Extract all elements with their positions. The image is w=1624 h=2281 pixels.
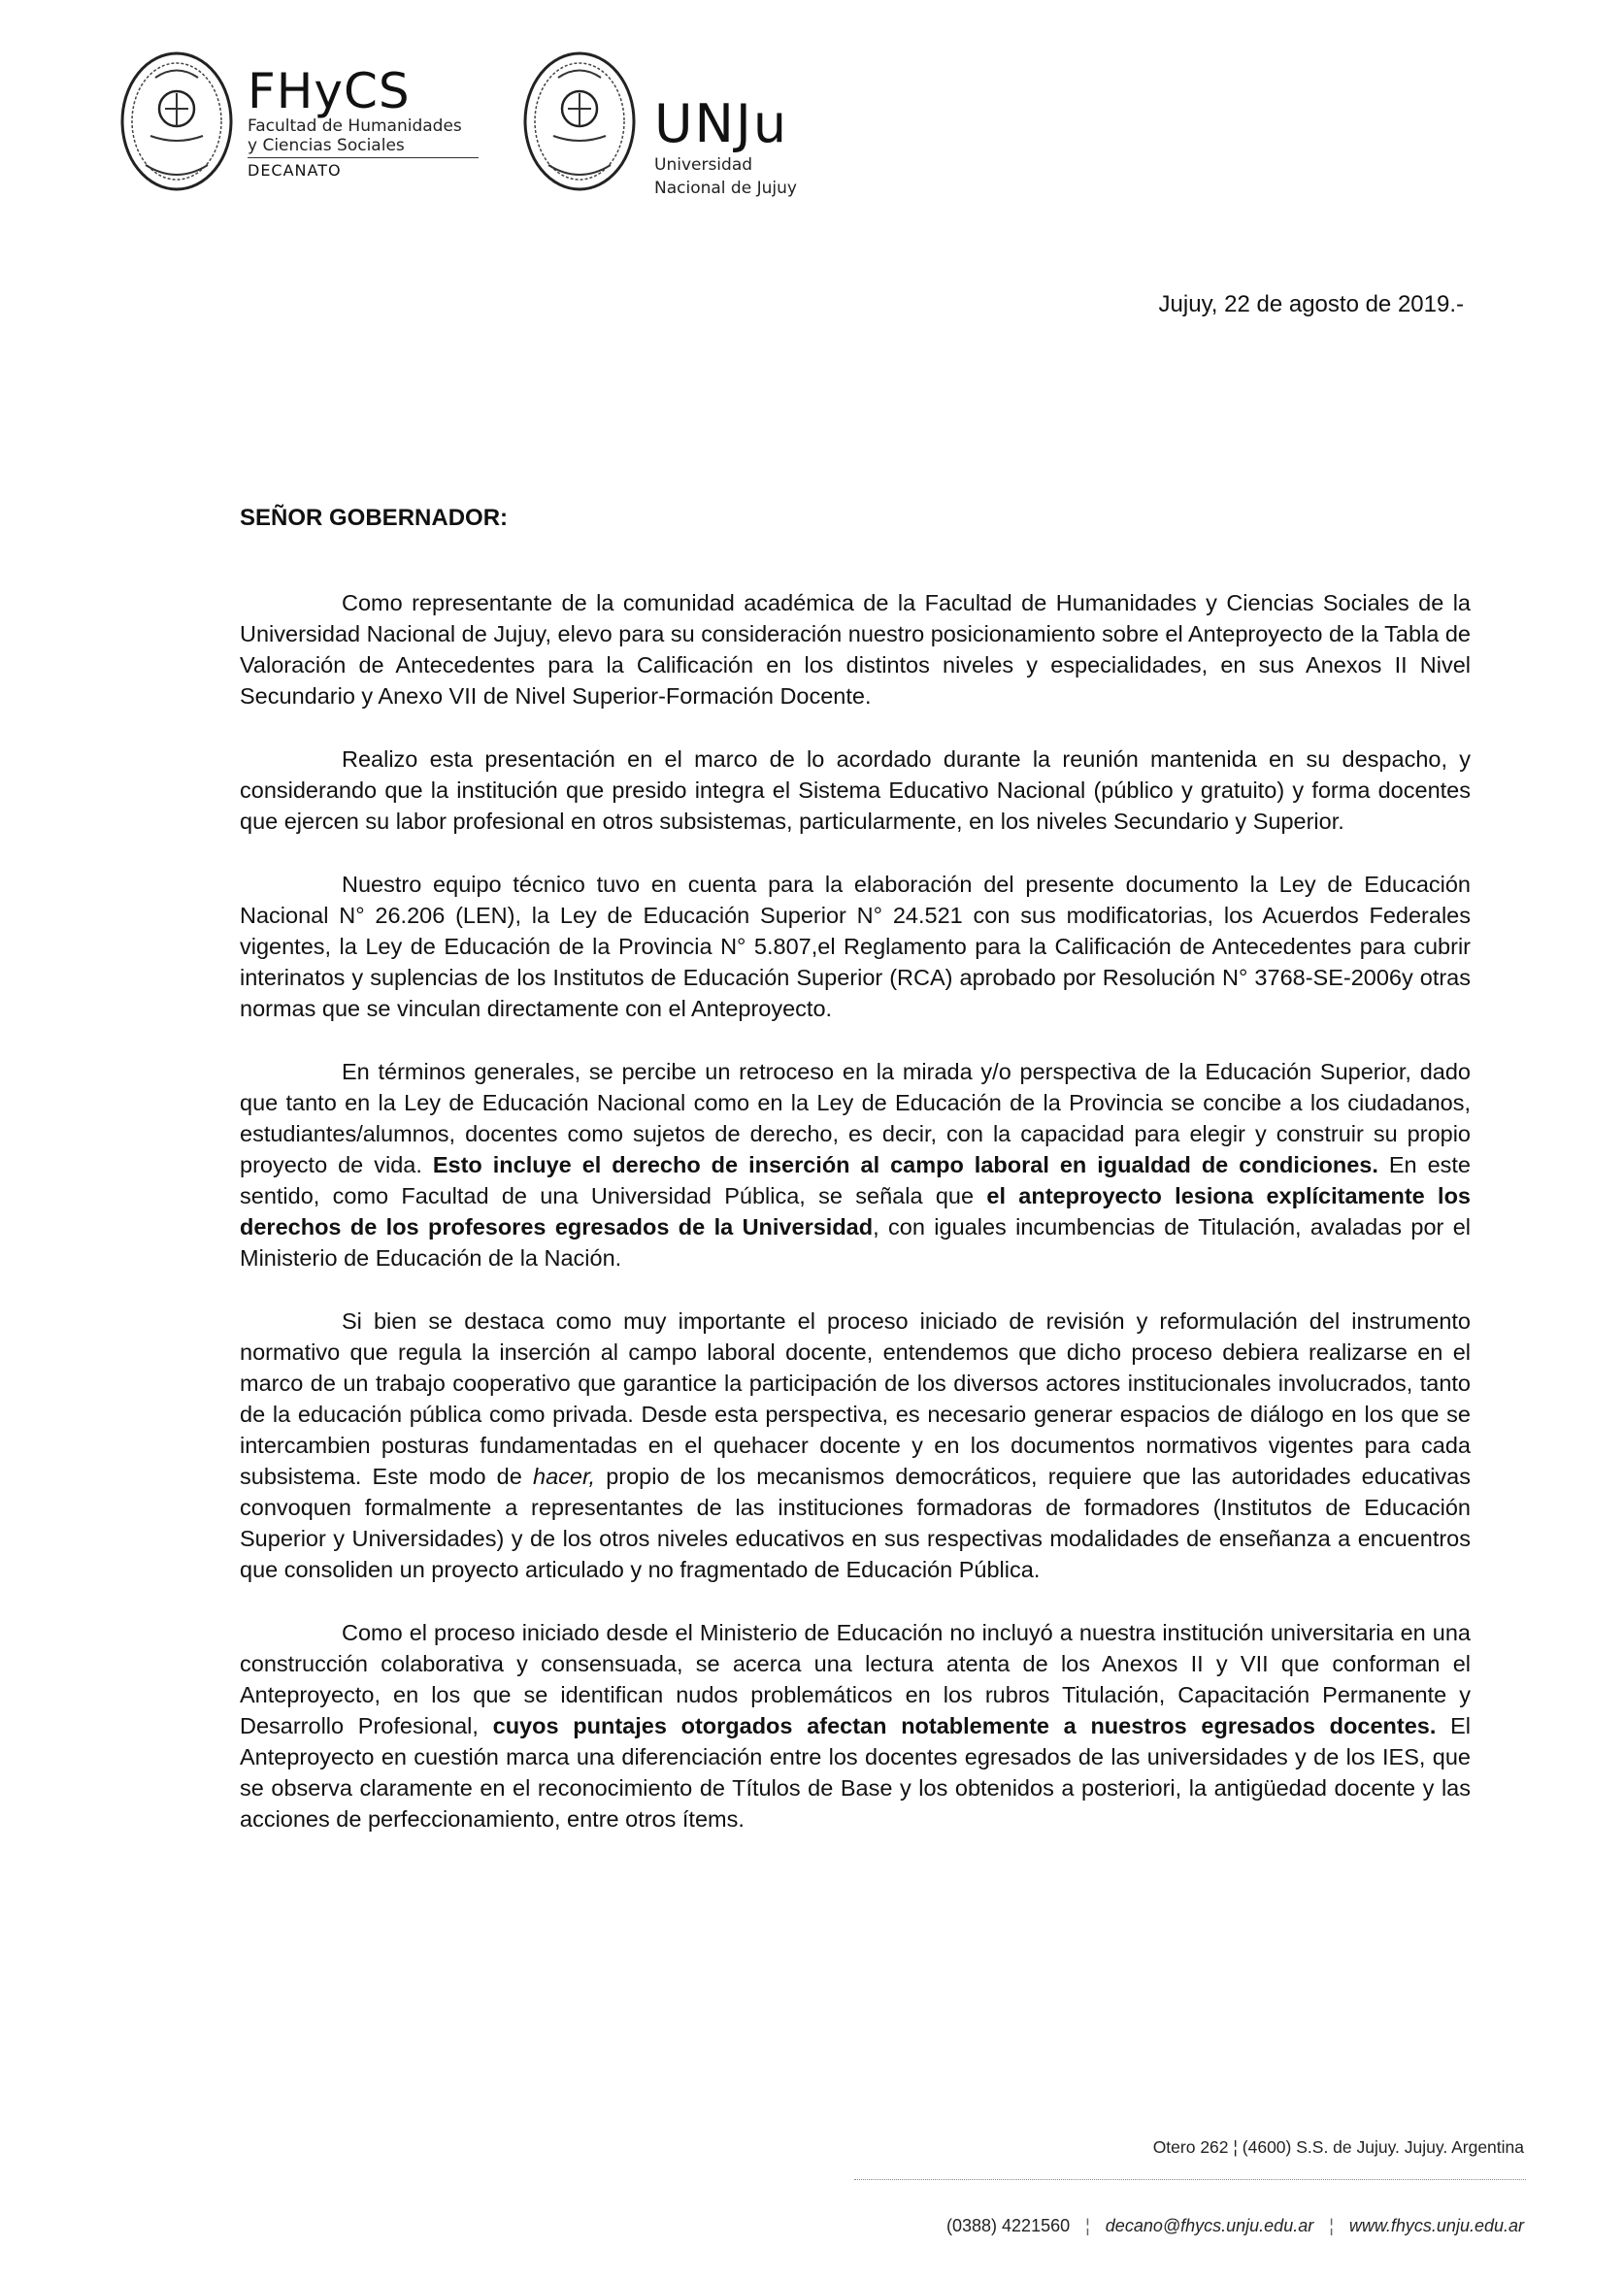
footer-address: Otero 262 ¦ (4600) S.S. de Jujuy. Jujuy. Argentina — [1152, 2137, 1524, 2157]
fhycs-logo — [116, 49, 479, 194]
paragraph-4-emphasis-b: el anteproyecto lesiona explícitamente los derechos de los profesores egresados de la Universidad — [240, 1183, 1472, 1240]
paragraph-4-text-b: En este sentido, como Facultad de una Universidad Pública, se señala que — [240, 1152, 1471, 1208]
paragraph-3: Nuestro equipo técnico tuvo en cuenta para la elaboración del presente documento la Ley de Educación Nacional N° 26.206 (LEN), la Ley de Educación Superior N° 24.521 con sus modificatorias, los Acuerdos Federales vigentes, la Ley de Educación de la Provincia N° 5.807,el Reglamento para la Calificación de Antecedentes para cubrir interinatos y suplencias de los Institutos de Educación Superior (RCA) aprobado por Resolución N° 3768-SE-2006y otras normas que se vinculan directamente con el Anteproyecto. — [240, 872, 1471, 1021]
unju-title: UNJu — [654, 93, 789, 154]
letter-body — [240, 587, 1471, 1835]
footer-divider — [854, 2179, 1526, 2180]
footer-separator: ¦ — [1329, 2216, 1334, 2235]
footer-web-link[interactable]: www.fhycs.unju.edu.ar — [1348, 2216, 1524, 2235]
paragraph-5-italic: hacer, — [533, 1464, 596, 1489]
paragraph-4 — [240, 1056, 1471, 1273]
letter-date: Jujuy, 22 de agosto de 2019.- — [1158, 291, 1464, 317]
paragraph-5-text-b: propio de los mecanismos democráticos, requiere que las autoridades educativas convoquen formalmente a representantes de las instituciones formadoras de formadores (Institutos de Educación Superior y Universidades) y de los otros niveles educativos en sus respectivas modalidades de enseñanza a encuentros que consoliden un proyecto articulado y no fragmentado de Educación Pública. — [240, 1464, 1471, 1582]
paragraph-4-text-c: , con iguales incumbencias de Titulación, avaladas por el Ministerio de Educación de la Nación. — [240, 1214, 1472, 1271]
footer-email-link[interactable]: decano@fhycs.unju.edu.ar — [1105, 2216, 1314, 2235]
paragraph-5 — [240, 1306, 1471, 1585]
paragraph-5-text-a: Si bien se destaca como muy importante el proceso iniciado de revisión y reformulación del instrumento normativo que regula la inserción al campo laboral docente, entendemos que dicho proceso debiera realizarse en el marco de un trabajo cooperativo que garantice la participación de los diversos actores institucionales involucrados, tanto de la educación pública como privada. Desde esta perspectiva, es necesario generar espacios de diálogo en los que se intercambien posturas fundamentadas en el quehacer docente y en los documentos normativos vigentes para cada subsistema. Este modo de — [240, 1308, 1471, 1489]
unju-logo — [519, 49, 797, 198]
paragraph-4-emphasis-a: Esto incluye el derecho de inserción al campo laboral en igualdad de condiciones. — [432, 1152, 1378, 1177]
fhycs-line1: Facultad de Humanidades — [248, 116, 462, 136]
footer-contact — [946, 2216, 1524, 2236]
fhycs-divider — [248, 157, 479, 158]
paragraph-6-emphasis: cuyos puntajes otorgados afectan notablemente a nuestros egresados docentes. — [492, 1713, 1437, 1738]
paragraph-4-text-a: En términos generales, se percibe un retroceso en la mirada y/o perspectiva de la Educación Superior, dado que tanto en la Ley de Educación Nacional como en la Ley de Educación de la Provincia se concibe a los ciudadanos, estudiantes/alumnos, docentes como sujetos de derecho, es decir, con la capacidad para elegir y construir su propio proyecto de vida. — [240, 1059, 1471, 1177]
paragraph-6-text-a: Como el proceso iniciado desde el Ministerio de Educación no incluyó a nuestra institución universitaria en una construcción colaborativa y consensuada, se acerca una lectura atenta de los Anexos II y VII que conforman el Anteproyecto, en los que se identifican nudos problemáticos en los rubros Titulación, Capacitación Permanente y Desarrollo Profesional, — [240, 1620, 1471, 1738]
fhycs-seal-icon — [116, 49, 238, 194]
unju-seal-icon — [519, 49, 641, 194]
footer-separator: ¦ — [1085, 2216, 1090, 2235]
unju-line2: Nacional de Jujuy — [654, 179, 797, 198]
unju-line1: Universidad — [654, 155, 753, 175]
paragraph-1: Como representante de la comunidad académica de la Facultad de Humanidades y Ciencias Sociales de la Universidad Nacional de Jujuy, elevo para su consideración nuestro posicionamiento sobre el Anteproyecto de la Tabla de Valoración de Antecedentes para la Calificación en los distintos niveles y especialidades, en sus Anexos II Nivel Secundario y Anexo VII de Nivel Superior-Formación Docente. — [240, 590, 1471, 709]
salutation: SEÑOR GOBERNADOR: — [240, 505, 509, 531]
fhycs-title: FHyCS — [248, 63, 411, 119]
paragraph-6-text-b: El Anteproyecto en cuestión marca una diferenciación entre los docentes egresados de las universidades y de los IES, que se observa claramente en el reconocimiento de Títulos de Base y los obtenidos a posteriori, la antigüedad docente y las acciones de perfeccionamiento, entre otros ítems. — [240, 1713, 1471, 1832]
paragraph-2: Realizo esta presentación en el marco de lo acordado durante la reunión mantenida en su despacho, y considerando que la institución que presido integra el Sistema Educativo Nacional (público y gratuito) y forma docentes que ejercen su labor profesional en otros subsistemas, particularmente, en los niveles Secundario y Superior. — [240, 746, 1471, 834]
fhycs-decanato: DECANATO — [248, 161, 342, 180]
fhycs-line2: y Ciencias Sociales — [248, 136, 405, 155]
paragraph-6 — [240, 1617, 1471, 1835]
footer-phone: (0388) 4221560 — [946, 2216, 1071, 2235]
